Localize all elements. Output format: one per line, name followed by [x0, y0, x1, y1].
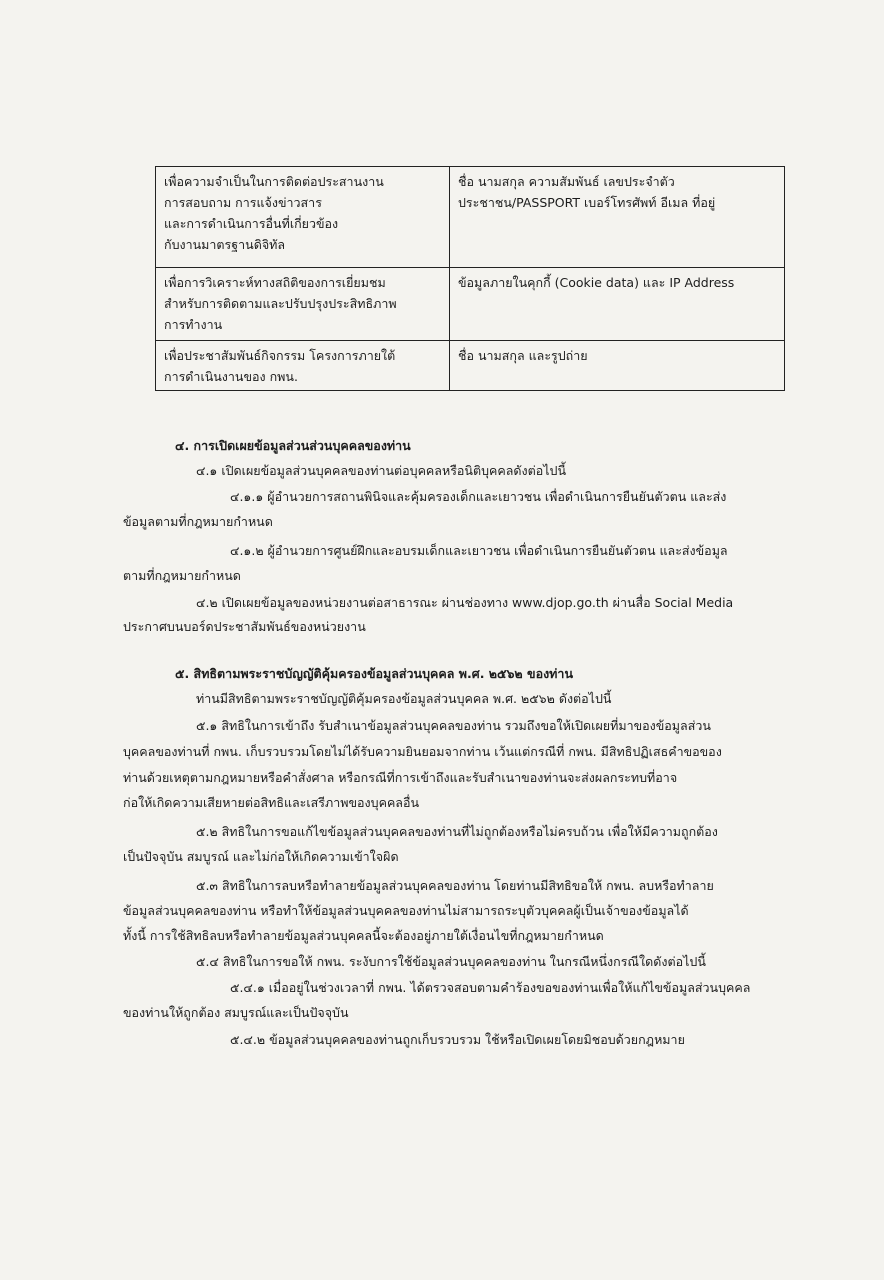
section-5-intro: ท่านมีสิทธิตามพระราชบัญญัติคุ้มครองข้อมูลส่วนบุคคล พ.ศ. ๒๕๖๒ ดังต่อไปนี้: [196, 691, 612, 706]
paragraph-5-1-line-3: ท่านด้วยเหตุตามกฎหมายหรือคำสั่งศาล หรือกรณีที่การเข้าถึงและรับสำเนาของท่านจะส่งผลกระทบที่อาจ: [123, 770, 678, 785]
paragraph-5-2-line-1: ๕.๒ สิทธิในการขอแก้ไขข้อมูลส่วนบุคคลของท่านที่ไม่ถูกต้องหรือไม่ครบถ้วน เพื่อให้มีความถูกต้อง: [196, 824, 718, 839]
cell-line: ประชาชน/PASSPORT เบอร์โทรศัพท์ อีเมล ที่อยู่: [458, 195, 716, 210]
cell-line: ชื่อ นามสกุล และรูปถ่าย: [458, 348, 588, 363]
cell-line: สำหรับการติดตามและปรับปรุงประสิทธิภาพ: [164, 296, 397, 311]
paragraph-5-1-line-4: ก่อให้เกิดความเสียหายต่อสิทธิและเสรีภาพของบุคคลอื่น: [123, 795, 420, 810]
cell-line: การสอบถาม การแจ้งข่าวสาร: [164, 195, 322, 210]
personal-data-table: [155, 166, 785, 391]
purpose-cell: [156, 341, 450, 391]
table-row: [156, 341, 785, 391]
cell-line: เพื่อการวิเคราะห์ทางสถิติของการเยี่ยมชม: [164, 275, 386, 290]
cell-line: ชื่อ นามสกุล ความสัมพันธ์ เลขประจำตัว: [458, 174, 675, 189]
paragraph-5-1-line-2: บุคคลของท่านที่ กพน. เก็บรวบรวมโดยไม่ได้รับความยินยอมจากท่าน เว้นแต่กรณีที่ กพน. มีสิทธิปฏิเสธคำขอของ: [123, 744, 722, 759]
paragraph-5-3-line-3: ทั้งนี้ การใช้สิทธิลบหรือทำลายข้อมูลส่วนบุคคลนี้จะต้องอยู่ภายใต้เงื่อนไขที่กฎหมายกำหนด: [123, 928, 604, 943]
cell-line: เพื่อประชาสัมพันธ์กิจกรรม โครงการภายใต้: [164, 348, 396, 363]
data-cell: [450, 167, 785, 268]
cell-line: กับงานมาตรฐานดิจิทัล: [164, 237, 286, 252]
paragraph-4-1-2-line-2: ตามที่กฎหมายกำหนด: [123, 568, 241, 583]
paragraph-5-3-line-1: ๕.๓ สิทธิในการลบหรือทำลายข้อมูลส่วนบุคคลของท่าน โดยท่านมีสิทธิขอให้ กพน. ลบหรือทำลาย: [196, 878, 714, 893]
paragraph-5-1-line-1: ๕.๑ สิทธิในการเข้าถึง รับสำเนาข้อมูลส่วนบุคคลของท่าน รวมถึงขอให้เปิดเผยที่มาของข้อมูลส่วน: [196, 718, 711, 733]
data-cell: [450, 341, 785, 391]
paragraph-5-4: ๕.๔ สิทธิในการขอให้ กพน. ระงับการใช้ข้อมูลส่วนบุคคลของท่าน ในกรณีหนึ่งกรณีใดดังต่อไปนี้: [196, 954, 706, 969]
paragraph-4-1-1-line-1: ๔.๑.๑ ผู้อำนวยการสถานพินิจและคุ้มครองเด็กและเยาวชน เพื่อดำเนินการยืนยันตัวตน และส่ง: [230, 489, 727, 504]
paragraph-4-1: ๔.๑ เปิดเผยข้อมูลส่วนบุคคลของท่านต่อบุคคลหรือนิติบุคคลดังต่อไปนี้: [196, 463, 567, 478]
paragraph-5-4-1-line-1: ๕.๔.๑ เมื่ออยู่ในช่วงเวลาที่ กพน. ได้ตรวจสอบตามคำร้องขอของท่านเพื่อให้แก้ไขข้อมูลส่วนบุคคล: [230, 980, 751, 995]
section-4-heading: ๔. การเปิดเผยข้อมูลส่วนส่วนบุคคลของท่าน: [175, 438, 411, 453]
paragraph-5-2-line-2: เป็นปัจจุบัน สมบูรณ์ และไม่ก่อให้เกิดความเข้าใจผิด: [123, 849, 399, 864]
paragraph-5-3-line-2: ข้อมูลส่วนบุคคลของท่าน หรือทำให้ข้อมูลส่วนบุคคลของท่านไม่สามารถระบุตัวบุคคลผู้เป็นเจ้าของข้อมูลได้: [123, 903, 689, 918]
paragraph-4-1-1-line-2: ข้อมูลตามที่กฎหมายกำหนด: [123, 514, 273, 529]
purpose-cell: [156, 268, 450, 341]
table-row: [156, 167, 785, 268]
paragraph-5-4-2: ๕.๔.๒ ข้อมูลส่วนบุคคลของท่านถูกเก็บรวบรวม ใช้หรือเปิดเผยโดยมิชอบด้วยกฎหมาย: [230, 1032, 685, 1047]
paragraph-5-4-1-line-2: ของท่านให้ถูกต้อง สมบูรณ์และเป็นปัจจุบัน: [123, 1005, 349, 1020]
table-row: [156, 268, 785, 341]
cell-line: และการดำเนินการอื่นที่เกี่ยวข้อง: [164, 216, 339, 231]
cell-line: การดำเนินงานของ กพน.: [164, 369, 298, 384]
cell-line: ข้อมูลภายในคุกกี้ (Cookie data) และ IP Address: [458, 275, 735, 290]
paragraph-4-1-2-line-1: ๔.๑.๒ ผู้อำนวยการศูนย์ฝึกและอบรมเด็กและเยาวชน เพื่อดำเนินการยืนยันตัวตน และส่งข้อมูล: [230, 543, 728, 558]
data-cell: [450, 268, 785, 341]
paragraph-4-2-line-2: ประกาศบนบอร์ดประชาสัมพันธ์ของหน่วยงาน: [123, 619, 366, 634]
paragraph-4-2-line-1: ๔.๒ เปิดเผยข้อมูลของหน่วยงานต่อสาธารณะ ผ่านช่องทาง www.djop.go.th ผ่านสื่อ Social Media: [196, 595, 734, 610]
cell-line: การทำงาน: [164, 317, 223, 332]
section-5-heading: ๕. สิทธิตามพระราชบัญญัติคุ้มครองข้อมูลส่วนบุคคล พ.ศ. ๒๕๖๒ ของท่าน: [175, 666, 573, 681]
cell-line: เพื่อความจำเป็นในการติดต่อประสานงาน: [164, 174, 384, 189]
purpose-cell: [156, 167, 450, 268]
